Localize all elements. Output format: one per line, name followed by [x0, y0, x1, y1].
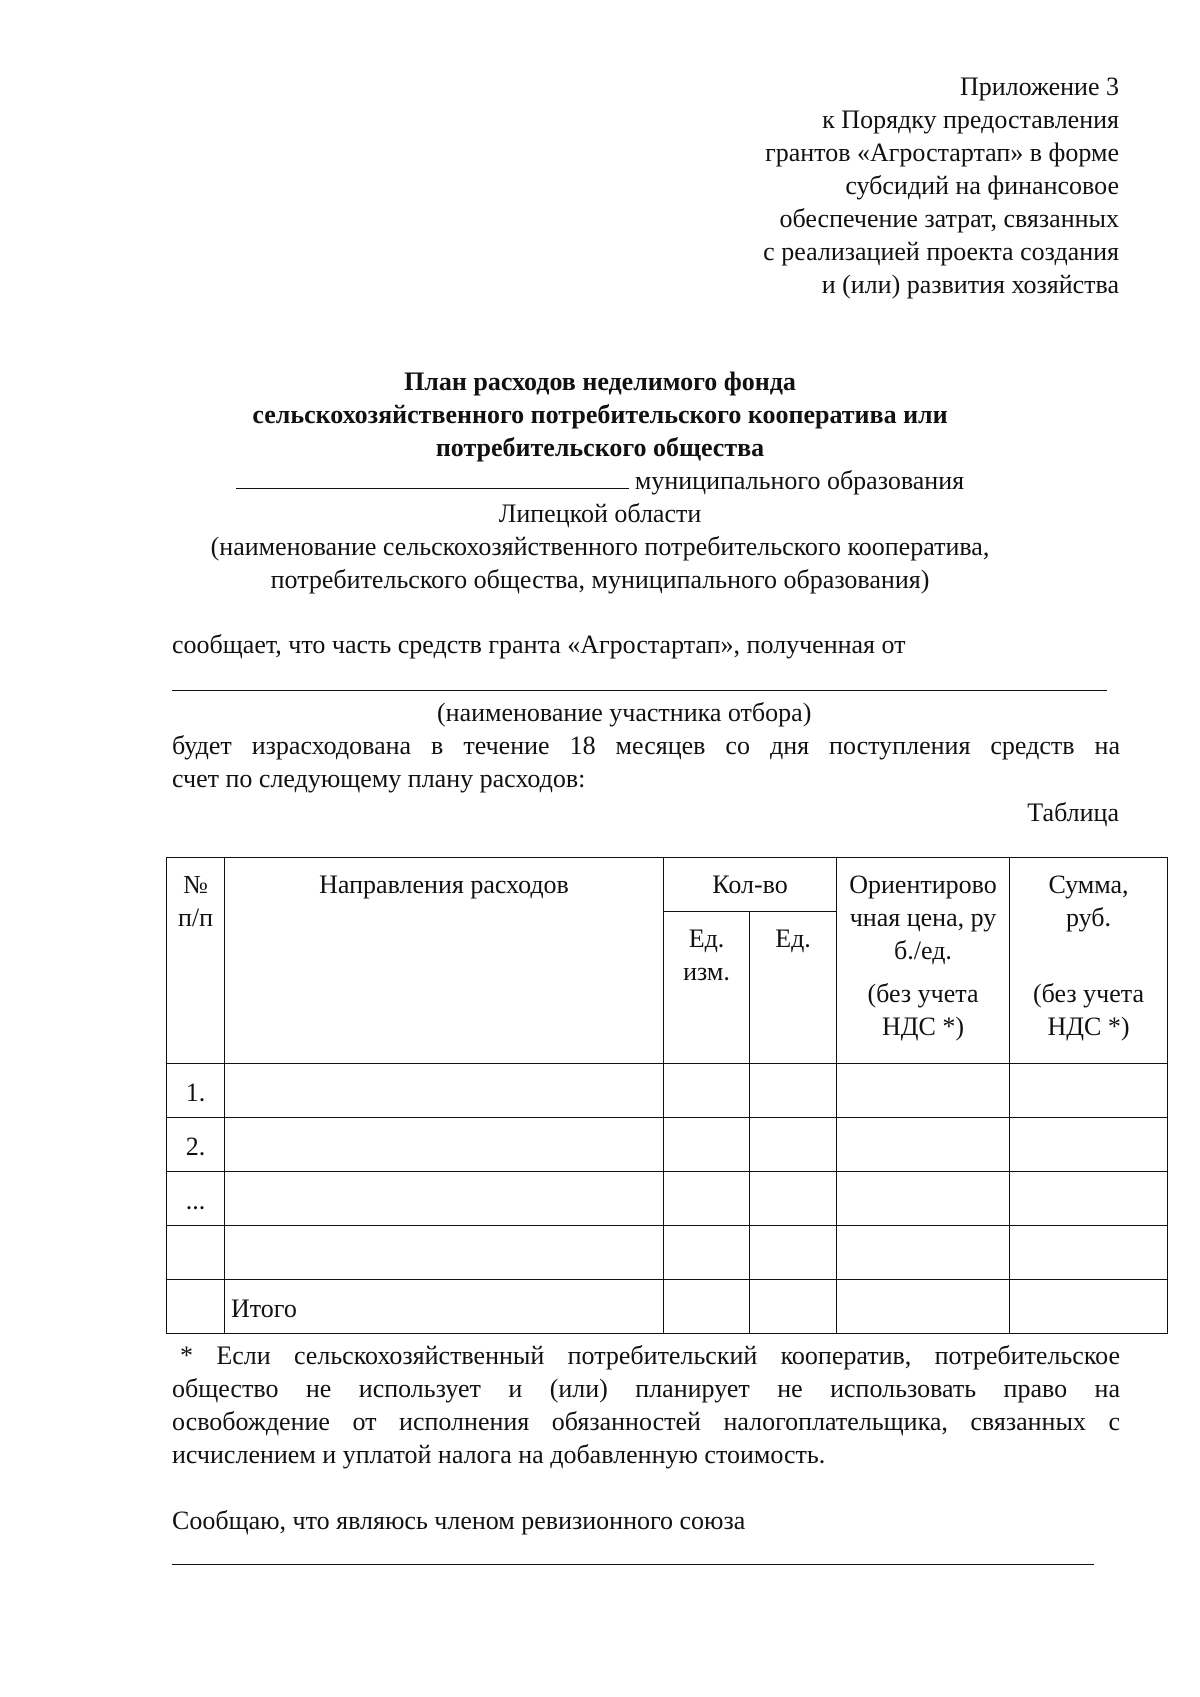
header-line: и (или) развития хозяйства: [821, 270, 1119, 299]
header-line: с реализацией проекта создания: [763, 237, 1119, 266]
total-unit-measure-cell[interactable]: [664, 1280, 750, 1334]
title-line: сельскохозяйственного потребительского кооператива или: [252, 400, 948, 429]
spend-text-line2: счет по следующему плану расходов:: [172, 764, 586, 793]
header-sum-note: (без учета НДС *): [1032, 979, 1144, 1041]
table-row: [167, 1064, 1168, 1118]
header-line: грантов «Агростартап» в форме: [765, 138, 1119, 167]
header-line: к Порядку предоставления: [822, 105, 1119, 134]
footnote-line: общество не использует и (или) планирует не использовать право на: [172, 1374, 1120, 1403]
row-unit-cell[interactable]: [750, 1226, 837, 1280]
row-unit-cell[interactable]: [750, 1064, 837, 1118]
row-price-cell[interactable]: [837, 1172, 1010, 1226]
row-sum-cell[interactable]: [1010, 1226, 1168, 1280]
row-unit-measure-cell[interactable]: [664, 1118, 750, 1172]
row-direction-cell[interactable]: [225, 1226, 664, 1280]
total-label: Итого: [225, 1280, 664, 1334]
header-num: № п/п: [167, 858, 225, 1064]
header-price-text: Ориентировочная цена, руб./ед.: [849, 870, 997, 965]
row-number: 2.: [167, 1118, 225, 1172]
footnote-line: освобождение от исполнения обязанностей налогоплательщика, связанных с: [172, 1407, 1120, 1436]
vat-footnote: [172, 1339, 1120, 1471]
participant-blank-line[interactable]: [172, 690, 1107, 691]
appendix-header: [659, 70, 1119, 301]
header-unit-measure: Ед. изм.: [664, 912, 750, 1064]
total-sum-cell[interactable]: [1010, 1280, 1168, 1334]
row-sum-cell[interactable]: [1010, 1118, 1168, 1172]
table-row: [167, 1118, 1168, 1172]
row-unit-measure-cell[interactable]: [664, 1172, 750, 1226]
row-sum-cell[interactable]: [1010, 1064, 1168, 1118]
title-line: потребительского общества: [435, 433, 765, 462]
table-header-row: [167, 858, 1168, 912]
header-sum-text: Сумма, руб.: [1048, 870, 1129, 932]
row-unit-measure-cell[interactable]: [664, 1064, 750, 1118]
region-text: Липецкой области: [498, 499, 702, 528]
total-price-cell[interactable]: [837, 1280, 1010, 1334]
municipality-suffix: муниципального образования: [634, 466, 965, 495]
row-price-cell[interactable]: [837, 1118, 1010, 1172]
hint-line: (наименование сельскохозяйственного потребительского кооператива,: [210, 532, 990, 561]
table-row: [167, 1172, 1168, 1226]
membership-text: Сообщаю, что являюсь членом ревизионного союза: [172, 1506, 746, 1535]
reports-text: сообщает, что часть средств гранта «Агростартап», полученная от: [172, 630, 906, 659]
title-line: План расходов неделимого фонда: [404, 367, 796, 396]
header-direction: Направления расходов: [225, 858, 664, 1064]
row-unit-cell[interactable]: [750, 1172, 837, 1226]
total-unit-cell[interactable]: [750, 1280, 837, 1334]
row-number: ...: [167, 1172, 225, 1226]
row-direction-cell[interactable]: [225, 1172, 664, 1226]
expense-plan-table: [166, 857, 1168, 1334]
row-number: [167, 1226, 225, 1280]
table-label: Таблица: [1027, 798, 1119, 827]
table-total-row: [167, 1280, 1168, 1334]
municipality-line: [150, 464, 1050, 497]
row-price-cell[interactable]: [837, 1064, 1010, 1118]
footnote-line: * Если сельскохозяйственный потребительский кооператив, потребительское: [180, 1341, 1120, 1370]
header-unit: Ед.: [750, 912, 837, 1064]
header-price: [837, 858, 1010, 1064]
participant-hint: (наименование участника отбора): [437, 698, 812, 727]
header-line: субсидий на финансовое: [845, 171, 1119, 200]
header-sum: [1010, 858, 1168, 1064]
table-row: [167, 1226, 1168, 1280]
row-direction-cell[interactable]: [225, 1118, 664, 1172]
row-unit-measure-cell[interactable]: [664, 1226, 750, 1280]
header-price-note: (без учета НДС *): [867, 979, 979, 1041]
row-sum-cell[interactable]: [1010, 1172, 1168, 1226]
row-number: [167, 1280, 225, 1334]
row-number: 1.: [167, 1064, 225, 1118]
header-line: Приложение 3: [959, 72, 1119, 101]
footnote-line: исчислением и уплатой налога на добавленную стоимость.: [172, 1440, 826, 1469]
document-title: [150, 365, 1050, 464]
hint-line: потребительского общества, муниципального образования): [270, 565, 930, 594]
audit-union-blank-line[interactable]: [172, 1564, 1094, 1565]
header-qty: Кол-во: [664, 858, 837, 912]
municipality-blank[interactable]: [236, 464, 629, 489]
spend-text-line1: будет израсходована в течение 18 месяцев со дня поступления средств на: [172, 731, 1120, 760]
naming-hint: [150, 530, 1050, 596]
row-direction-cell[interactable]: [225, 1064, 664, 1118]
row-unit-cell[interactable]: [750, 1118, 837, 1172]
header-line: обеспечение затрат, связанных: [779, 204, 1119, 233]
row-price-cell[interactable]: [837, 1226, 1010, 1280]
